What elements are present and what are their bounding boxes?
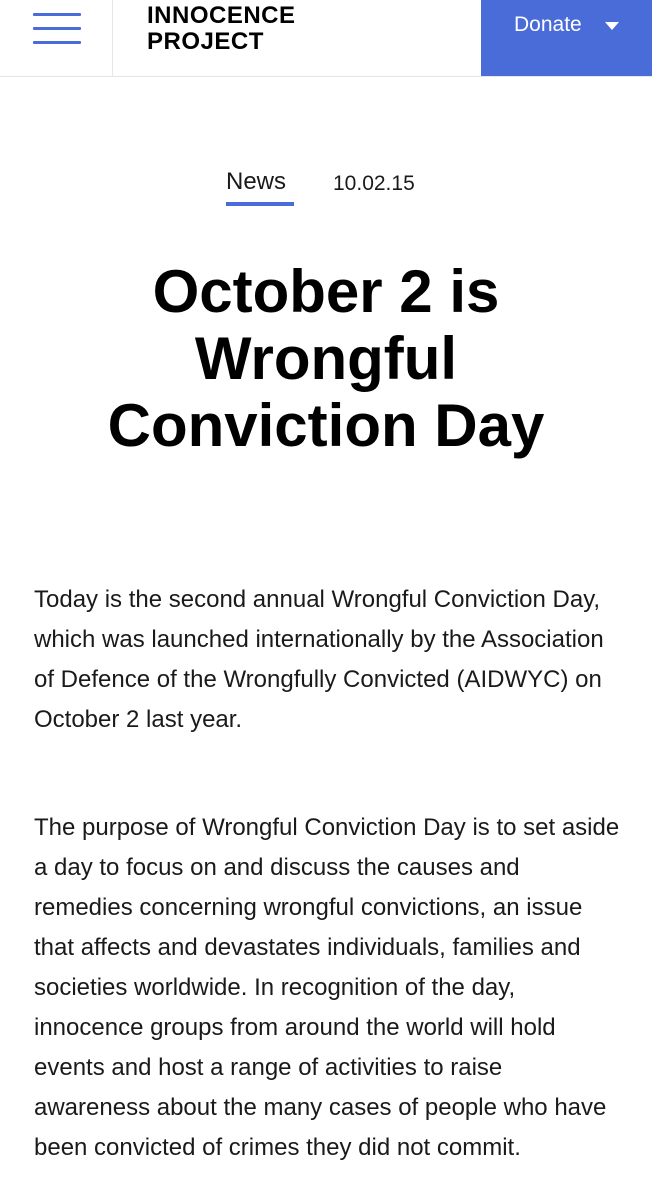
donate-button[interactable] <box>481 0 652 76</box>
logo-line-1: INNOCENCE <box>147 2 296 29</box>
menu-bar-middle <box>33 27 81 30</box>
article-title: October 2 is Wrongful Conviction Day <box>107 258 545 459</box>
category-underline <box>226 202 294 206</box>
article-category-link[interactable]: News <box>226 168 287 195</box>
caret-down-icon <box>605 22 619 30</box>
article-paragraph-2: The purpose of Wrongful Conviction Day is to set aside a day to focus on and discuss the causes and remedies concerning wrongful convictions, an issue that affects and devastates individuals, families and societies worldwide. In recognition of the day, innocence groups from around the world will hold events and host a range of activities to raise awareness about the many cases of people who have been convicted of crimes they did not commit. <box>34 814 620 1161</box>
site-header <box>0 0 652 77</box>
site-logo[interactable] <box>147 3 296 55</box>
article-paragraph-1: Today is the second annual Wrongful Conviction Day, which was launched internationally by the Association of Defence of the Wrongfully Convicted (AIDWYC) on October 2 last year. <box>34 586 604 733</box>
logo-line-2: PROJECT <box>147 28 264 55</box>
donate-label: Donate <box>514 13 582 36</box>
hamburger-menu-button[interactable] <box>0 0 113 76</box>
article-meta <box>0 168 652 208</box>
article-date: 10.02.15 <box>333 172 415 195</box>
menu-bar-bottom <box>33 41 81 44</box>
menu-bar-top <box>33 13 81 16</box>
